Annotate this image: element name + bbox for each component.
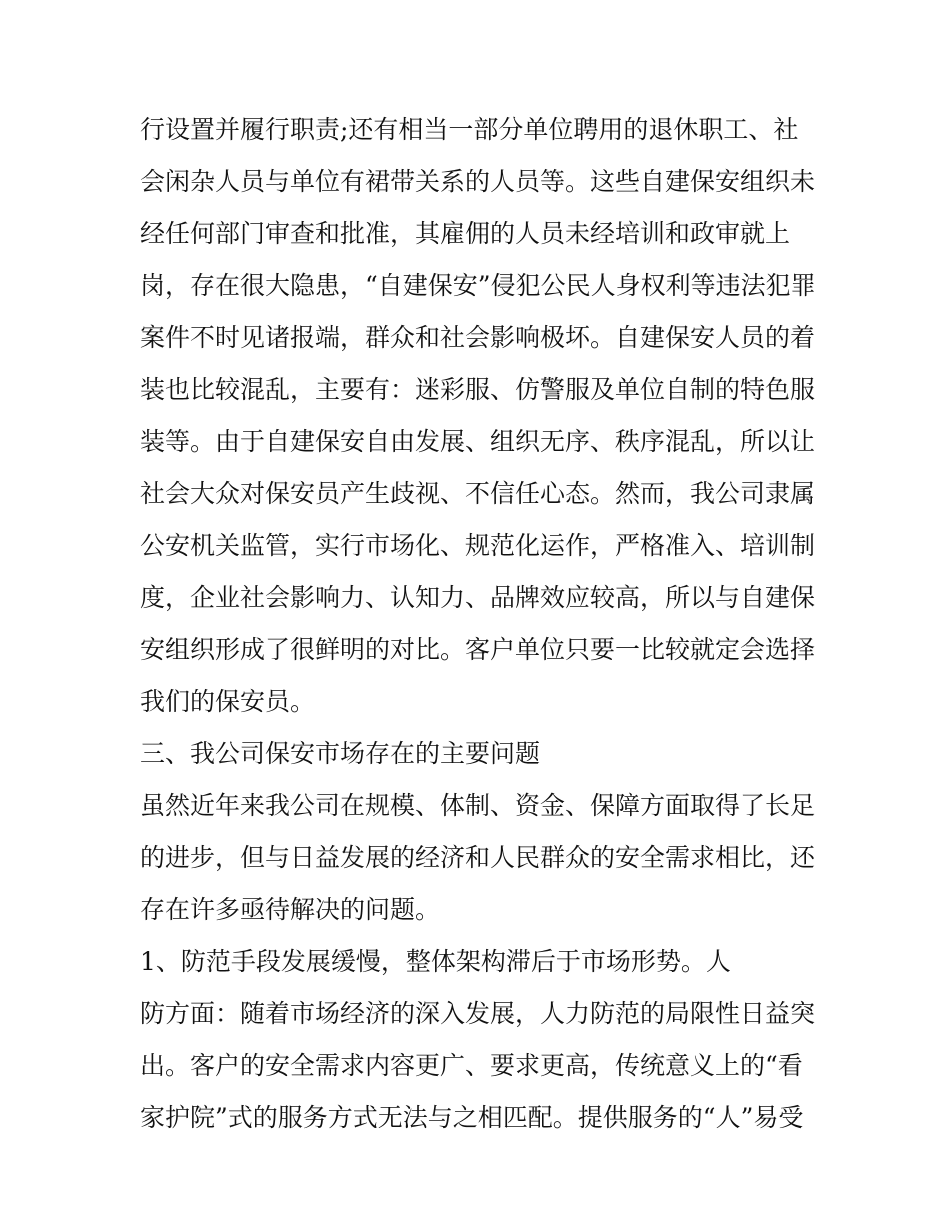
text-line-7: 装等。由于自建保安自由发展、组织无序、秩序混乱，所以让 <box>140 427 816 456</box>
text-line-20: 家护院”式的服务方式无法与之相匹配。提供服务的“人”易受 <box>140 1103 804 1132</box>
text-line-15: 的进步，但与日益发展的经济和人民群众的安全需求相比，还 <box>140 843 816 872</box>
text-line-10: 度，企业社会影响力、认知力、品牌效应较高，所以与自建保 <box>140 583 816 612</box>
text-line-11: 安组织形成了很鲜明的对比。客户单位只要一比较就定会选择 <box>140 635 816 664</box>
text-line-4: 岗，存在很大隐患，“自建保安”侵犯公民人身权利等违法犯罪 <box>140 271 816 300</box>
text-line-14: 虽然近年来我公司在规模、体制、资金、保障方面取得了长足 <box>140 791 816 820</box>
text-line-2: 会闲杂人员与单位有裙带关系的人员等。这些自建保安组织未 <box>140 167 816 196</box>
text-line-12: 我们的保安员。 <box>140 687 316 716</box>
text-line-3: 经任何部门审查和批准，其雇佣的人员未经培训和政审就上 <box>140 219 791 248</box>
text-line-18: 防方面：随着市场经济的深入发展，人力防范的局限性日益突 <box>140 999 816 1028</box>
text-line-1: 行设置并履行职责;还有相当一部分单位聘用的退休职工、社 <box>140 115 799 144</box>
numbered-item-1: 1、防范手段发展缓慢，整体架构滞后于市场形势。人 <box>140 947 731 976</box>
text-line-16: 存在许多亟待解决的问题。 <box>140 895 441 924</box>
text-line-6: 装也比较混乱，主要有：迷彩服、仿警服及单位自制的特色服 <box>140 375 816 404</box>
section-heading: 三、我公司保安市场存在的主要问题 <box>140 739 541 768</box>
text-line-19: 出。客户的安全需求内容更广、要求更高，传统意义上的“看 <box>140 1051 803 1080</box>
text-line-5: 案件不时见诸报端，群众和社会影响极坏。自建保安人员的着 <box>140 323 816 352</box>
text-line-9: 公安机关监管，实行市场化、规范化运作，严格准入、培训制 <box>140 531 816 560</box>
text-line-8: 社会大众对保安员产生歧视、不信任心态。然而，我公司隶属 <box>140 479 816 508</box>
